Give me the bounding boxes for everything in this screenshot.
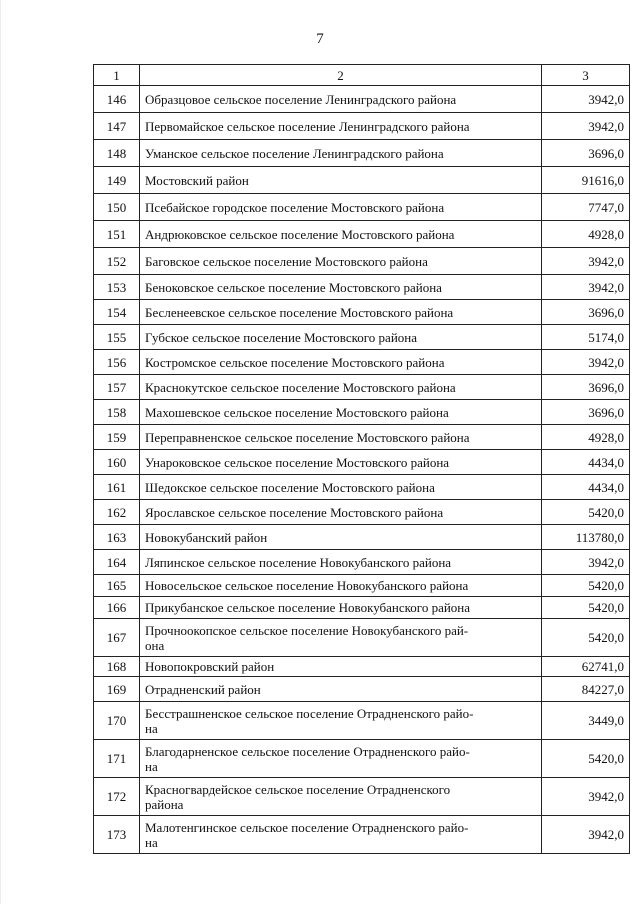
row-value: 84227,0 <box>542 677 630 702</box>
row-value: 3696,0 <box>542 400 630 425</box>
row-value: 3942,0 <box>542 816 630 854</box>
row-number: 148 <box>94 140 140 167</box>
table-row <box>94 778 630 816</box>
row-value: 3942,0 <box>542 350 630 375</box>
row-number: 170 <box>94 702 140 740</box>
row-value: 3942,0 <box>542 550 630 575</box>
table-header-row <box>94 65 630 86</box>
row-value: 3449,0 <box>542 702 630 740</box>
table-row <box>94 816 630 854</box>
row-name: Беноковское сельское поселение Мостовского района <box>140 275 542 300</box>
row-number: 154 <box>94 300 140 325</box>
row-value: 5420,0 <box>542 500 630 525</box>
row-number: 146 <box>94 86 140 113</box>
row-value: 3942,0 <box>542 113 630 140</box>
row-number: 172 <box>94 778 140 816</box>
row-number: 156 <box>94 350 140 375</box>
row-value: 3942,0 <box>542 275 630 300</box>
table-row <box>94 677 630 702</box>
row-number: 163 <box>94 525 140 550</box>
row-value: 5420,0 <box>542 740 630 778</box>
row-name: Махошевское сельское поселение Мостовского района <box>140 400 542 425</box>
row-number: 155 <box>94 325 140 350</box>
table-row <box>94 167 630 194</box>
row-number: 162 <box>94 500 140 525</box>
row-name: Бесленеевское сельское поселение Мостовского района <box>140 300 542 325</box>
row-name: Губское сельское поселение Мостовского района <box>140 325 542 350</box>
row-name: Костромское сельское поселение Мостовского района <box>140 350 542 375</box>
row-name: Бесстрашненское сельское поселение Отрадненского райо- на <box>140 702 542 740</box>
row-name: Благодарненское сельское поселение Отрадненского райо- на <box>140 740 542 778</box>
row-name: Малотенгинское сельское поселение Отрадненского райо- на <box>140 816 542 854</box>
row-name: Баговское сельское поселение Мостовского района <box>140 248 542 275</box>
table-row <box>94 475 630 500</box>
table-row <box>94 400 630 425</box>
row-name: Прикубанское сельское поселение Новокубанского района <box>140 597 542 619</box>
header-col-3: 3 <box>542 65 630 86</box>
table-row <box>94 275 630 300</box>
row-number: 161 <box>94 475 140 500</box>
table-row <box>94 597 630 619</box>
row-value: 4434,0 <box>542 475 630 500</box>
row-name: Уманское сельское поселение Ленинградского района <box>140 140 542 167</box>
row-name: Мостовский район <box>140 167 542 194</box>
table-body <box>94 65 630 854</box>
table-row <box>94 221 630 248</box>
row-name: Псебайское городское поселение Мостовского района <box>140 194 542 221</box>
row-value: 62741,0 <box>542 657 630 677</box>
row-name: Отрадненский район <box>140 677 542 702</box>
row-name: Ляпинское сельское поселение Новокубанского района <box>140 550 542 575</box>
table-row <box>94 619 630 657</box>
row-value: 5420,0 <box>542 575 630 597</box>
row-number: 149 <box>94 167 140 194</box>
allocation-table <box>93 64 630 854</box>
row-name: Андрюковское сельское поселение Мостовского района <box>140 221 542 248</box>
row-number: 157 <box>94 375 140 400</box>
table-row <box>94 657 630 677</box>
table-row <box>94 425 630 450</box>
row-value: 3942,0 <box>542 86 630 113</box>
row-number: 160 <box>94 450 140 475</box>
row-number: 166 <box>94 597 140 619</box>
row-name: Образцовое сельское поселение Ленинградского района <box>140 86 542 113</box>
table-row <box>94 248 630 275</box>
row-name: Краснокутское сельское поселение Мостовского района <box>140 375 542 400</box>
table-row <box>94 86 630 113</box>
row-name: Переправненское сельское поселение Мостовского района <box>140 425 542 450</box>
row-name: Шедокское сельское поселение Мостовского района <box>140 475 542 500</box>
table-row <box>94 325 630 350</box>
row-value: 113780,0 <box>542 525 630 550</box>
header-col-1: 1 <box>94 65 140 86</box>
row-value: 3696,0 <box>542 140 630 167</box>
row-number: 150 <box>94 194 140 221</box>
row-number: 165 <box>94 575 140 597</box>
row-number: 171 <box>94 740 140 778</box>
row-number: 167 <box>94 619 140 657</box>
table-row <box>94 350 630 375</box>
table-row <box>94 113 630 140</box>
table-row <box>94 140 630 167</box>
table-row <box>94 500 630 525</box>
row-name: Унароковское сельское поселение Мостовского района <box>140 450 542 475</box>
table-row <box>94 194 630 221</box>
table-row <box>94 575 630 597</box>
row-name: Новопокровский район <box>140 657 542 677</box>
row-value: 4928,0 <box>542 425 630 450</box>
row-value: 4434,0 <box>542 450 630 475</box>
row-name: Новокубанский район <box>140 525 542 550</box>
row-value: 3942,0 <box>542 778 630 816</box>
row-value: 4928,0 <box>542 221 630 248</box>
table-row <box>94 525 630 550</box>
row-name: Ярославское сельское поселение Мостовского района <box>140 500 542 525</box>
row-number: 168 <box>94 657 140 677</box>
row-number: 152 <box>94 248 140 275</box>
row-value: 3696,0 <box>542 300 630 325</box>
row-value: 3696,0 <box>542 375 630 400</box>
row-number: 147 <box>94 113 140 140</box>
row-value: 5420,0 <box>542 597 630 619</box>
row-name: Прочноокопское сельское поселение Новокубанского рай- она <box>140 619 542 657</box>
row-value: 5174,0 <box>542 325 630 350</box>
row-value: 3942,0 <box>542 248 630 275</box>
row-value: 91616,0 <box>542 167 630 194</box>
table-row <box>94 300 630 325</box>
table-row <box>94 740 630 778</box>
row-name: Первомайское сельское поселение Ленинградского района <box>140 113 542 140</box>
row-name: Новосельское сельское поселение Новокубанского района <box>140 575 542 597</box>
table-row <box>94 450 630 475</box>
row-number: 173 <box>94 816 140 854</box>
table-row <box>94 375 630 400</box>
row-number: 164 <box>94 550 140 575</box>
table-row <box>94 702 630 740</box>
row-name: Красногвардейское сельское поселение Отрадненского района <box>140 778 542 816</box>
row-number: 153 <box>94 275 140 300</box>
row-value: 5420,0 <box>542 619 630 657</box>
row-value: 7747,0 <box>542 194 630 221</box>
page-number: 7 <box>316 31 324 47</box>
row-number: 158 <box>94 400 140 425</box>
row-number: 159 <box>94 425 140 450</box>
table-row <box>94 550 630 575</box>
header-col-2: 2 <box>140 65 542 86</box>
row-number: 151 <box>94 221 140 248</box>
row-number: 169 <box>94 677 140 702</box>
